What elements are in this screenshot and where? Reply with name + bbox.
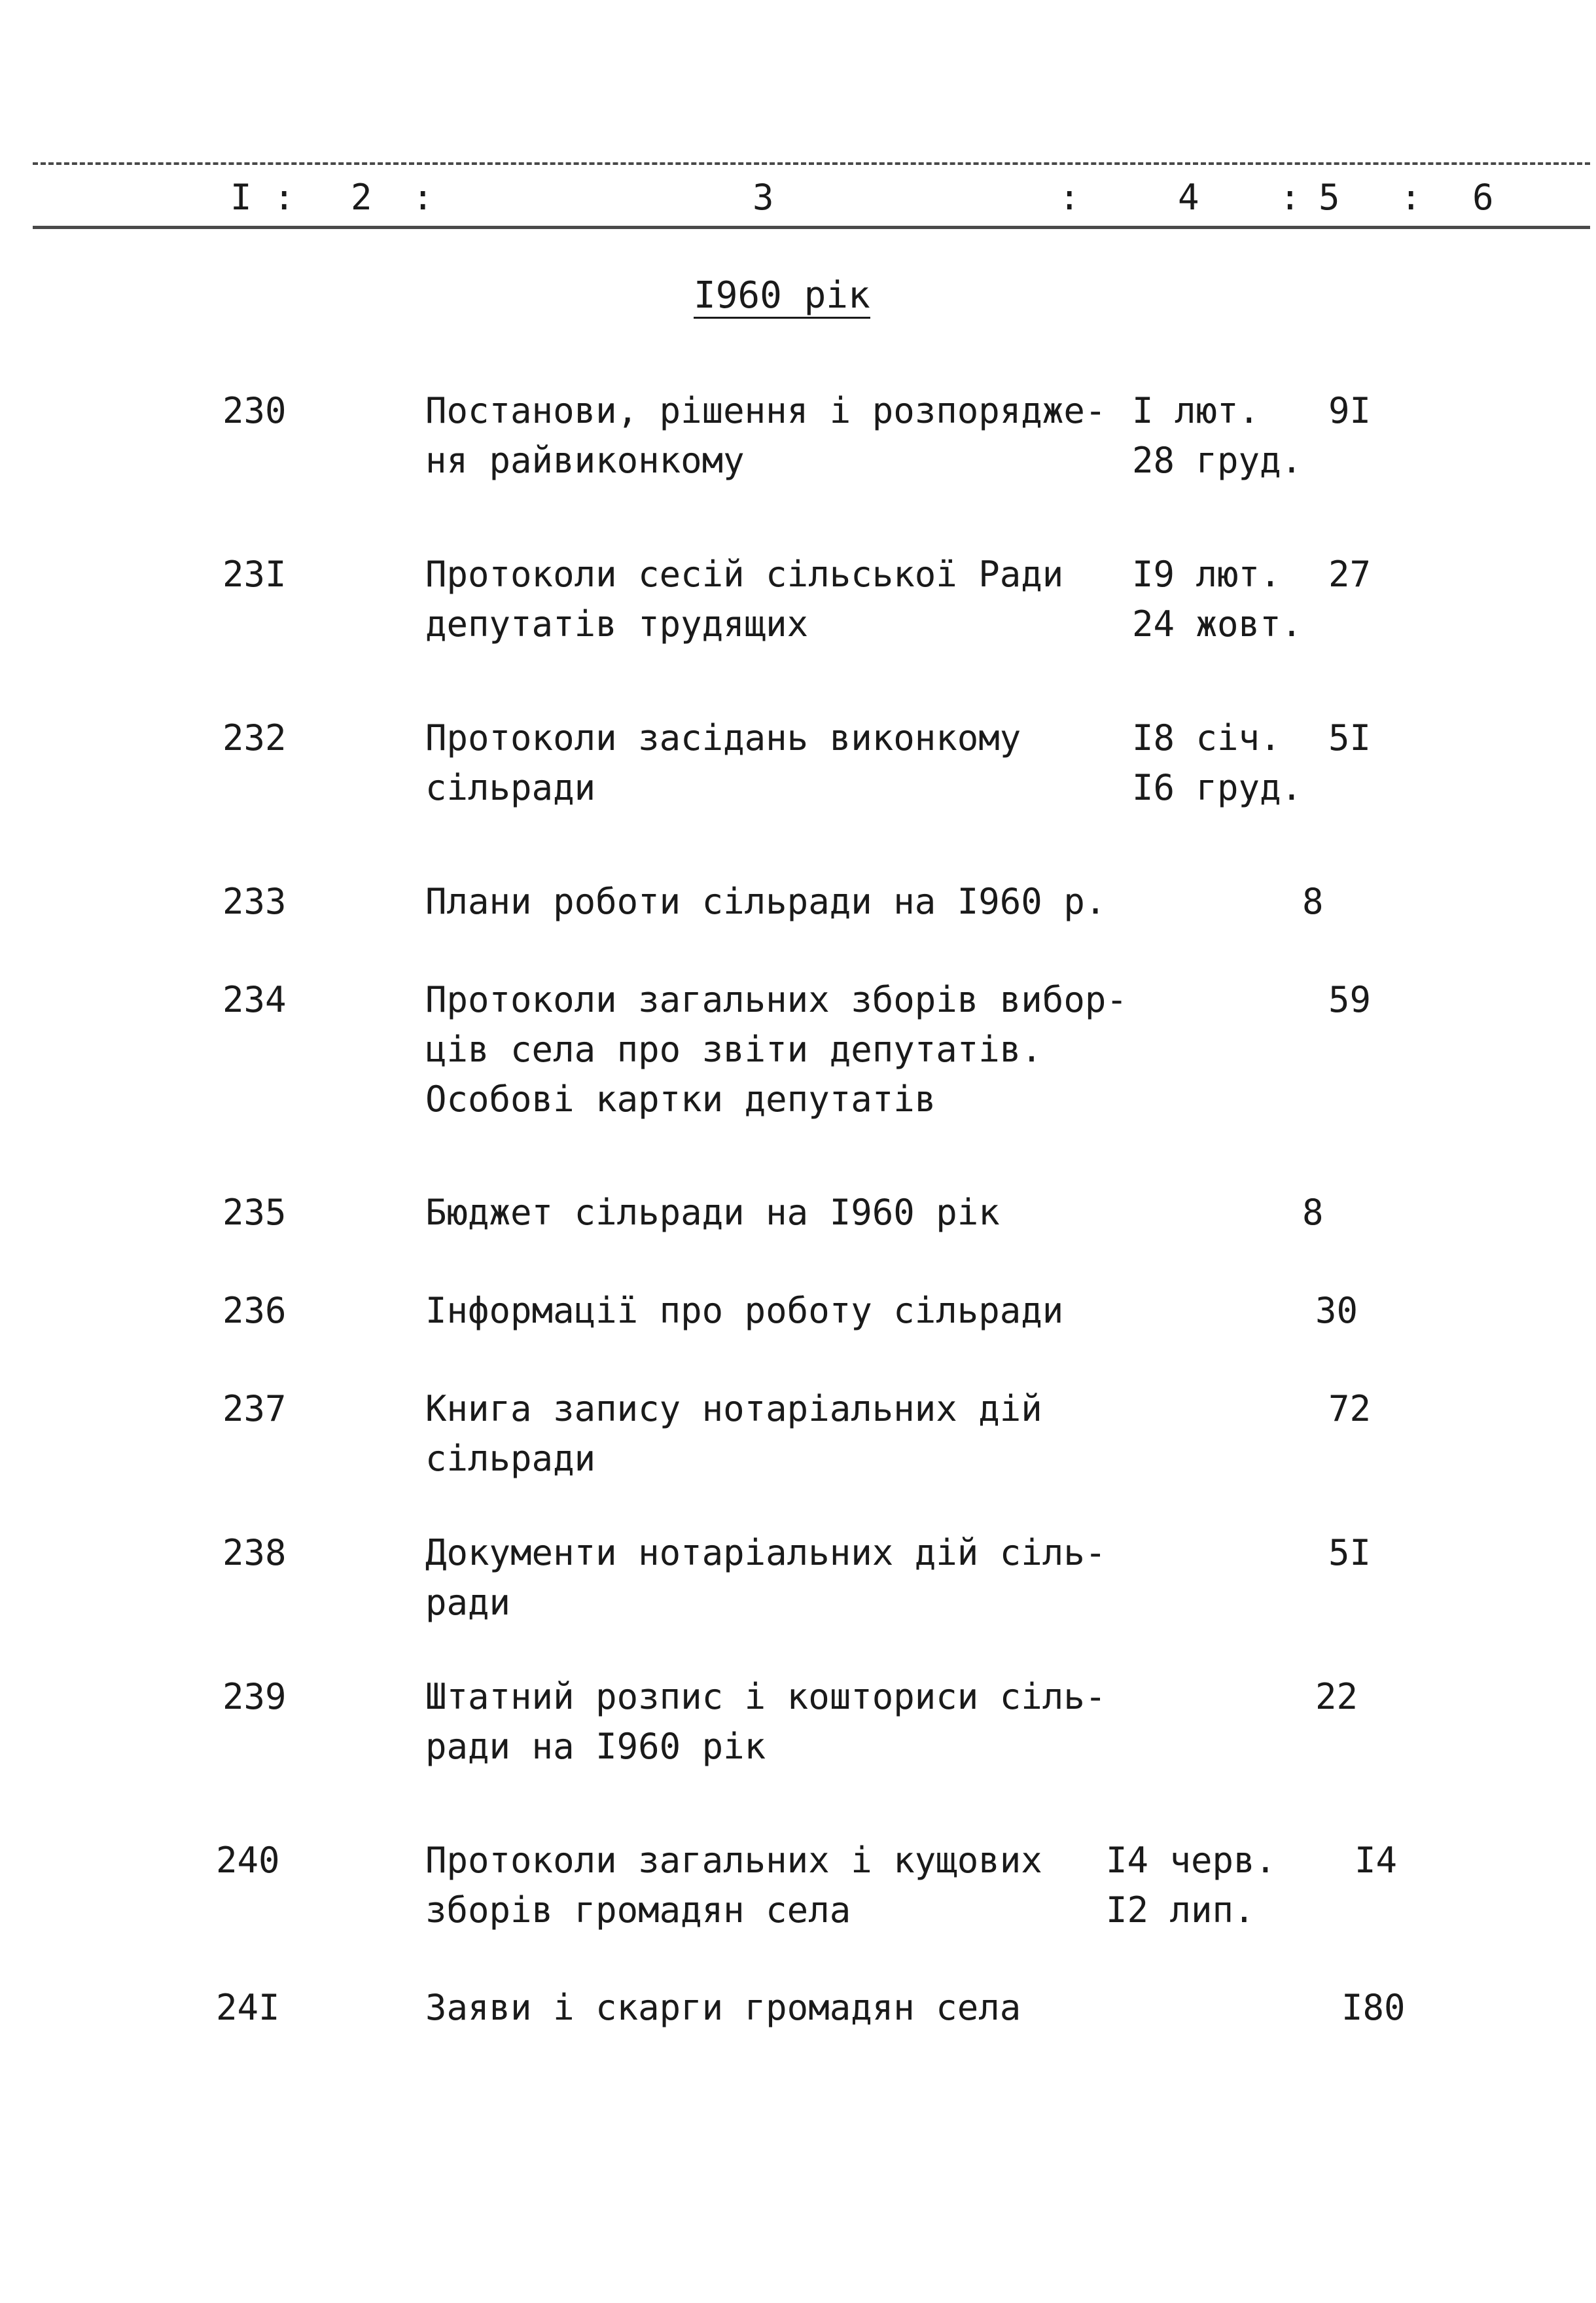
header-top-rule — [33, 162, 1590, 165]
entry-number: 24I — [216, 1987, 280, 2028]
entry-description-line: Штатний розпис і кошториси сіль- — [425, 1676, 1107, 1717]
entry-description — [425, 386, 1106, 486]
column-header-separator: : — [1400, 177, 1422, 218]
entry-page-count: 59 — [1328, 979, 1372, 1020]
entry-page-count: 72 — [1328, 1388, 1372, 1429]
entry-description-line: ради — [425, 1582, 511, 1623]
entry-number: 234 — [222, 979, 287, 1020]
column-header-4: 4 — [1178, 177, 1199, 218]
column-header-separator: : — [1279, 177, 1301, 218]
entry-dates — [1132, 550, 1302, 649]
entry-number: 232 — [222, 717, 287, 759]
entry-description — [425, 877, 1106, 927]
entry-dates — [1132, 713, 1302, 813]
entry-description-line: зборів громадян села — [425, 1889, 851, 1931]
entry-date-line: I4 черв. — [1106, 1840, 1277, 1881]
entry-description — [425, 1672, 1106, 1772]
entry-page-count: 9I — [1328, 390, 1372, 431]
column-header-3: 3 — [753, 177, 774, 218]
entry-description-line: Бюджет сільради на I960 рік — [425, 1192, 1000, 1233]
entry-page-count: 30 — [1315, 1290, 1358, 1331]
entry-number: 240 — [216, 1840, 280, 1881]
entry-description-line: Протоколи загальних і кущових — [425, 1840, 1042, 1881]
column-header-2: 2 — [351, 177, 372, 218]
entry-description-line: Протоколи сесій сільської Ради — [425, 554, 1064, 595]
entry-description — [425, 1188, 1000, 1238]
entry-page-count: I80 — [1341, 1987, 1406, 2028]
entry-description-line: Книга запису нотаріальних дій — [425, 1388, 1042, 1429]
entry-number: 233 — [222, 881, 287, 922]
entry-page-count: I4 — [1355, 1840, 1398, 1881]
entry-number: 236 — [222, 1290, 287, 1331]
entry-date-line: I9 лют. — [1132, 554, 1281, 595]
entry-description-line: Плани роботи сільради на I960 р. — [425, 881, 1107, 922]
entry-description-line: Особові картки депутатів — [425, 1079, 936, 1120]
column-header-1: I — [230, 177, 252, 218]
entry-number: 23I — [222, 554, 287, 595]
column-header-6: 6 — [1472, 177, 1494, 218]
entry-description-line: Протоколи загальних зборів вибор- — [425, 979, 1127, 1020]
entry-description — [425, 1286, 1063, 1336]
entry-page-count: 27 — [1328, 554, 1372, 595]
entry-description-line: Заяви і скарги громадян села — [425, 1987, 1021, 2028]
entry-date-line: I2 лип. — [1106, 1889, 1255, 1931]
entry-dates — [1106, 1836, 1276, 1935]
entry-number: 237 — [222, 1388, 287, 1429]
entry-number: 239 — [222, 1676, 287, 1717]
entry-description — [425, 975, 1127, 1124]
column-header-separator: : — [274, 177, 295, 218]
entry-date-line: I8 січ. — [1132, 717, 1281, 759]
entry-page-count: 5I — [1328, 717, 1372, 759]
entry-dates — [1132, 386, 1302, 486]
entry-description — [425, 550, 1063, 649]
entry-page-count: 5I — [1328, 1532, 1372, 1573]
header-bottom-rule — [33, 226, 1590, 229]
column-header-separator: : — [1059, 177, 1080, 218]
entry-description-line: депутатів трудящих — [425, 603, 809, 645]
entry-date-line: 28 груд. — [1132, 440, 1303, 481]
entry-number: 238 — [222, 1532, 287, 1573]
entry-description-line: ців села про звіти депутатів. — [425, 1029, 1042, 1070]
entry-page-count: 8 — [1302, 1192, 1324, 1233]
entry-description — [425, 1528, 1106, 1628]
entry-date-line: 24 жовт. — [1132, 603, 1303, 645]
entry-description-line: ради на I960 рік — [425, 1726, 766, 1767]
entry-description-line: ня райвиконкому — [425, 440, 745, 481]
entry-description — [425, 1983, 1021, 2033]
entry-number: 235 — [222, 1192, 287, 1233]
entry-description-line: Інформації про роботу сільради — [425, 1290, 1064, 1331]
entry-description — [425, 1384, 1042, 1484]
entry-page-count: 8 — [1302, 881, 1324, 922]
entry-description-line: Протоколи засідань виконкому — [425, 717, 1021, 759]
year-title: I960 рік — [694, 275, 870, 319]
entry-description-line: сільради — [425, 1438, 596, 1479]
entry-description — [425, 1836, 1042, 1935]
entry-date-line: I6 груд. — [1132, 767, 1303, 808]
entry-description-line: сільради — [425, 767, 596, 808]
column-header-separator: : — [412, 177, 434, 218]
column-header-5: 5 — [1319, 177, 1340, 218]
entry-description-line: Постанови, рішення і розпорядже- — [425, 390, 1107, 431]
entry-date-line: I лют. — [1132, 390, 1260, 431]
entry-description-line: Документи нотаріальних дій сіль- — [425, 1532, 1107, 1573]
entry-description — [425, 713, 1021, 813]
entry-number: 230 — [222, 390, 287, 431]
entry-page-count: 22 — [1315, 1676, 1358, 1717]
